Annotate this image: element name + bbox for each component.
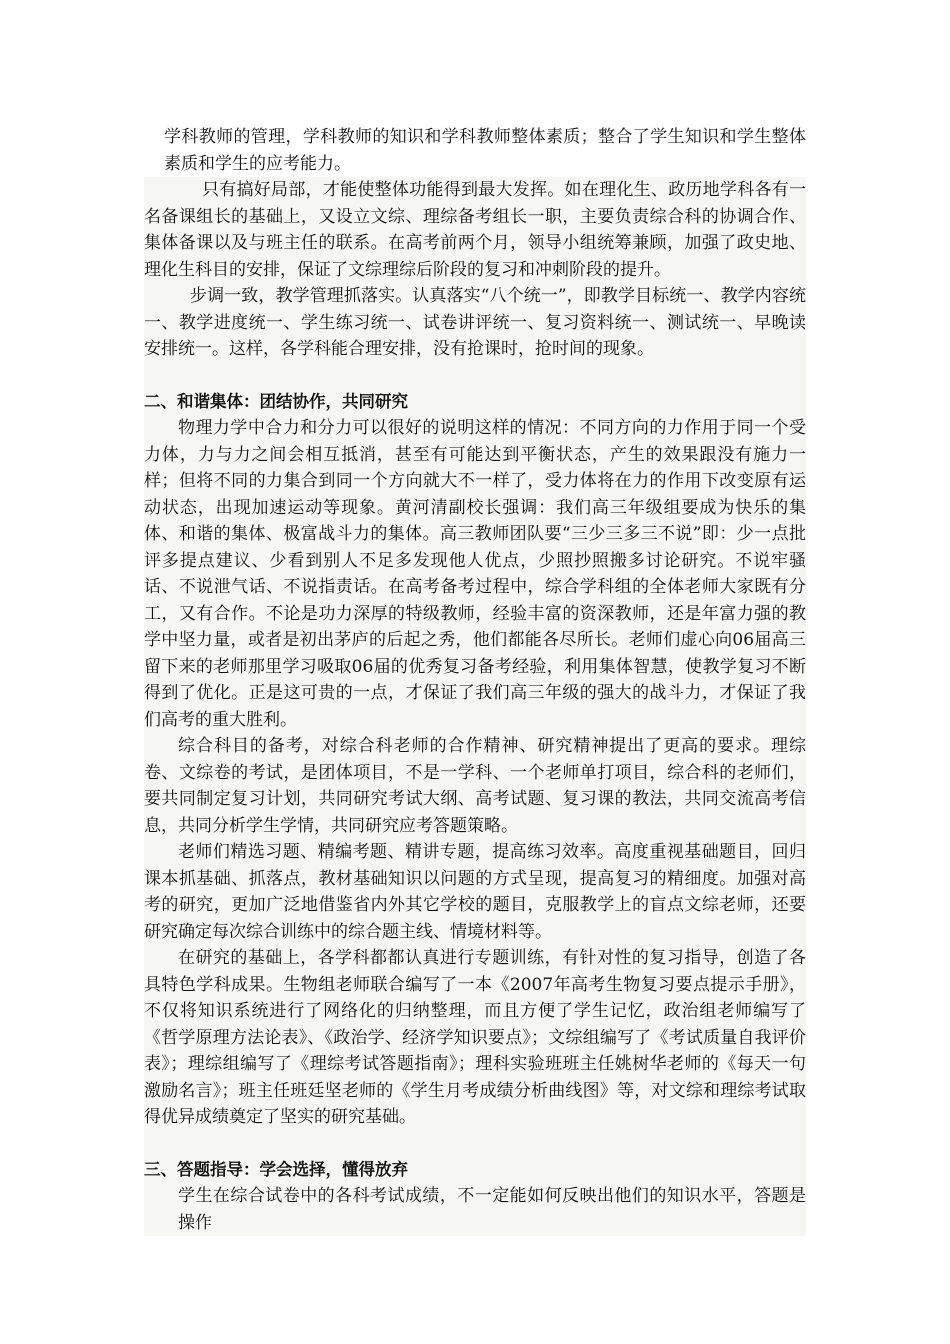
paragraph-research-results: 在研究的基础上，各学科都都认真进行专题训练，有针对性的复习指导，创造了各具特色学科成果。生物组老师联合编写了一本《2007年高考生物复习要点提示手册》，不仅将知识系统进行了网络化的归纳整理，而且方便了学生记忆，政治组老师编写了《哲学原理方法论表》、《政治学、经济学知识要点》；文综组编写了《考试质量自我评价表》；理综组编写了《理综考试答题指南》；理科实验班班主任姚树华老师的《每天一句激励名言》；班主任班廷坚老师的《学生月考成绩分析曲线图》等，对文综和理综考试取得优异成绩奠定了坚实的研究基础。 [144, 948, 806, 1127]
paragraph-local-whole: 只有搞好局部，才能使整体功能得到最大发挥。如在理化生、政历地学科各有一名备课组长的基础上，又设立文综、理综备考组长一职，主要负责综合科的协调合作、集体备课以及与班主任的联系。在高考前两个月，领导小组统筹兼顾，加强了政史地、理化生科目的安排，保证了文综理综后阶段的复习和冲刺阶段的提升。 [144, 180, 806, 280]
paragraph-exercise-selection: 老师们精选习题、精编考题、精讲专题，提高练习效率。高度重视基础题目，回归课本抓基础、抓落点，教材基础知识以问题的方式呈现，提高复习的精细度。加强对高考的研究，更加广泛地借鉴省内外其它学校的题目，克服教学上的盲点文综老师，还要研究确定每次综合训练中的综合题主线、情境材料等。 [144, 842, 806, 942]
spacer [144, 363, 806, 389]
paragraph-intro: 学科教师的管理，学科教师的知识和学科教师整体素质；整合了学生知识和学生整体素质和学生的应考能力。 [164, 127, 806, 174]
section-heading-two: 二、和谐集体：团结协作，共同研究 [144, 391, 408, 411]
spacer [144, 1131, 806, 1157]
paragraph-comprehensive-prep: 综合科目的备考，对综合科老师的合作精神、研究精神提出了更高的要求。理综卷、文综卷的考试，是团体项目，不是一学科、一个老师单打项目，综合科的老师们，要共同制定复习计划，共同研究考试大纲、高考试题、复习课的教法，共同交流高考信息，共同分析学生学情，共同研究应考答题策略。 [144, 736, 806, 836]
shaded-section [144, 177, 806, 1236]
document-body [144, 124, 806, 1236]
paragraph-physics-analogy: 物理力学中合力和分力可以很好的说明这样的情况：不同方向的力作用于同一个受力体，力与力之间会相互抵消，甚至有可能达到平衡状态，产生的效果跟没有施力一样；但将不同的力集合到同一个方向就大不一样了，受力体将在力的作用下改变原有运动状态，出现加速运动等现象。黄河清副校长强调：我们高三年级组要成为快乐的集体、和谐的集体、极富战斗力的集体。高三教师团队要“三少三多三不说”即：少一点批评多提点建议、少看到别人不足多发现他人优点，少照抄照搬多讨论研究。不说牢骚话、不说泄气话、不说指责话。在高考备考过程中，综合学科组的全体老师大家既有分工，又有合作。不论是功力深厚的特级教师，经验丰富的资深教师，还是年富力强的教学中坚力量，或者是初出茅庐的后起之秀，他们都能各尽所长。老师们虚心向06届高三留下来的老师那里学习吸取06届的优秀复习备考经验，利用集体智慧，使教学复习不断得到了优化。正是这可贵的一点，才保证了我们高三年级的强大的战斗力，才保证了我们高考的重大胜利。 [144, 418, 806, 730]
section-heading-three: 三、答题指导：学会选择，懂得放弃 [144, 1159, 408, 1179]
paragraph-eight-unified: 步调一致，教学管理抓落实。认真落实“八个统一”，即教学目标统一、教学内容统一、教学进度统一、学生练习统一、试卷讲评统一、复习资料统一、测试统一、早晚读安排统一。这样，各学科能合理安排，没有抢课时，抢时间的现象。 [144, 286, 806, 359]
paragraph-answer-guidance: 学生在综合试卷中的各科考试成绩，不一定能如何反映出他们的知识水平，答题是操作 [178, 1186, 806, 1233]
